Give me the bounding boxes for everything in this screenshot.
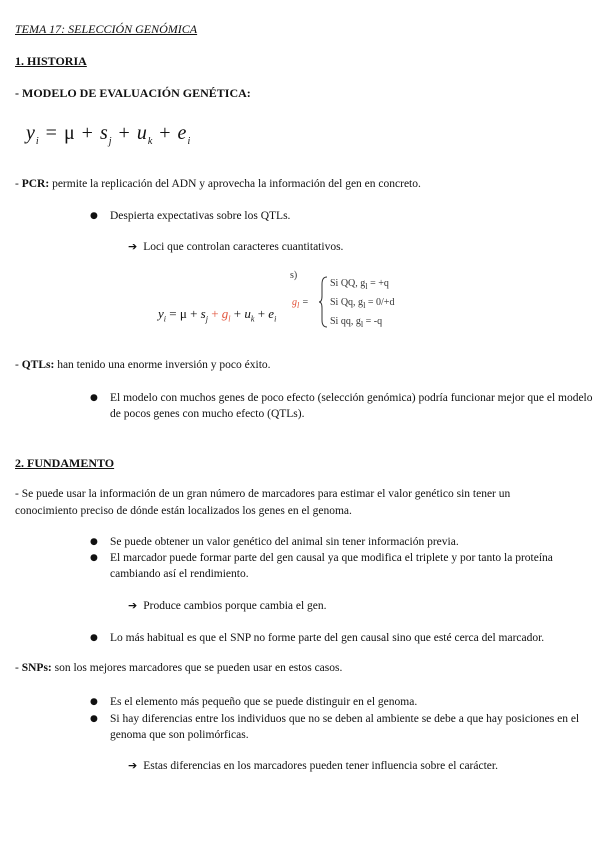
arrow-icon: ➔ bbox=[128, 599, 138, 612]
formula-qtl-model: $y_i = \mu + s_j + g_l + u_k + e_i$ bbox=[158, 306, 277, 324]
snps-paragraph: - SNPs: son los mejores marcadores que se pueden usar en estos casos. bbox=[15, 662, 343, 674]
snps-bullet-2: ● Si hay diferencias entre los individuos que no se deben al ambiente se debe a que hay posiciones en el genoma que son polimórficas. bbox=[90, 711, 600, 743]
formula-model: $y_i = \mu + s_j + u_k + e_i$ bbox=[26, 122, 192, 147]
snps-arrow-item: ➔ Estas diferencias en los marcadores pueden tener influencia sobre el carácter. bbox=[128, 759, 498, 772]
arrow-icon: ➔ bbox=[128, 759, 138, 772]
pcr-arrow-item: ➔ Loci que controlan caracteres cuantitativos. bbox=[128, 240, 344, 253]
fundamento-bullet-3: ● Lo más habitual es que el SNP no forme parte del gen causal sino que esté cerca del marcador. bbox=[90, 630, 600, 646]
qtls-bullet: ● El modelo con muchos genes de poco efecto (selección genómica) podría funcionar mejor que el modelo de pocos genes con mucho efecto (QTLs). bbox=[90, 390, 600, 422]
page-title: TEMA 17: SELECCIÓN GENÓMICA bbox=[15, 22, 198, 36]
pcr-paragraph: - PCR: permite la replicación del ADN y aprovecha la información del gen en concreto. bbox=[15, 178, 421, 190]
fundamento-bullet-2: ● El marcador puede formar parte del gen causal ya que modifica el triplete y por tanto la proteína cambiando así el rendimiento. bbox=[90, 550, 600, 582]
qtls-paragraph: - QTLs: han tenido una enorme inversión y poco éxito. bbox=[15, 359, 271, 371]
brace-icon bbox=[318, 276, 328, 328]
pcr-bullet: ● Despierta expectativas sobre los QTLs. bbox=[90, 208, 600, 224]
arrow-icon: ➔ bbox=[128, 240, 138, 253]
section-heading-historia: 1. HISTORIA bbox=[15, 54, 87, 68]
fundamento-bullet-1: ● Se puede obtener un valor genético del animal sin tener información previa. bbox=[90, 534, 600, 550]
modelo-heading: - MODELO DE EVALUACIÓN GENÉTICA: bbox=[15, 86, 251, 100]
fundamento-paragraph: - Se puede usar la información de un gran número de marcadores para estimar el valor genético sin tener un conocimiento preciso de dónde están localizados los genes en el genoma. bbox=[15, 488, 511, 517]
section-heading-fundamento: 2. FUNDAMENTO bbox=[15, 456, 115, 470]
fundamento-arrow-item: ➔ Produce cambios porque cambia el gen. bbox=[128, 599, 327, 612]
snps-bullet-1: ● Es el elemento más pequeño que se puede distinguir en el genoma. bbox=[90, 694, 600, 710]
